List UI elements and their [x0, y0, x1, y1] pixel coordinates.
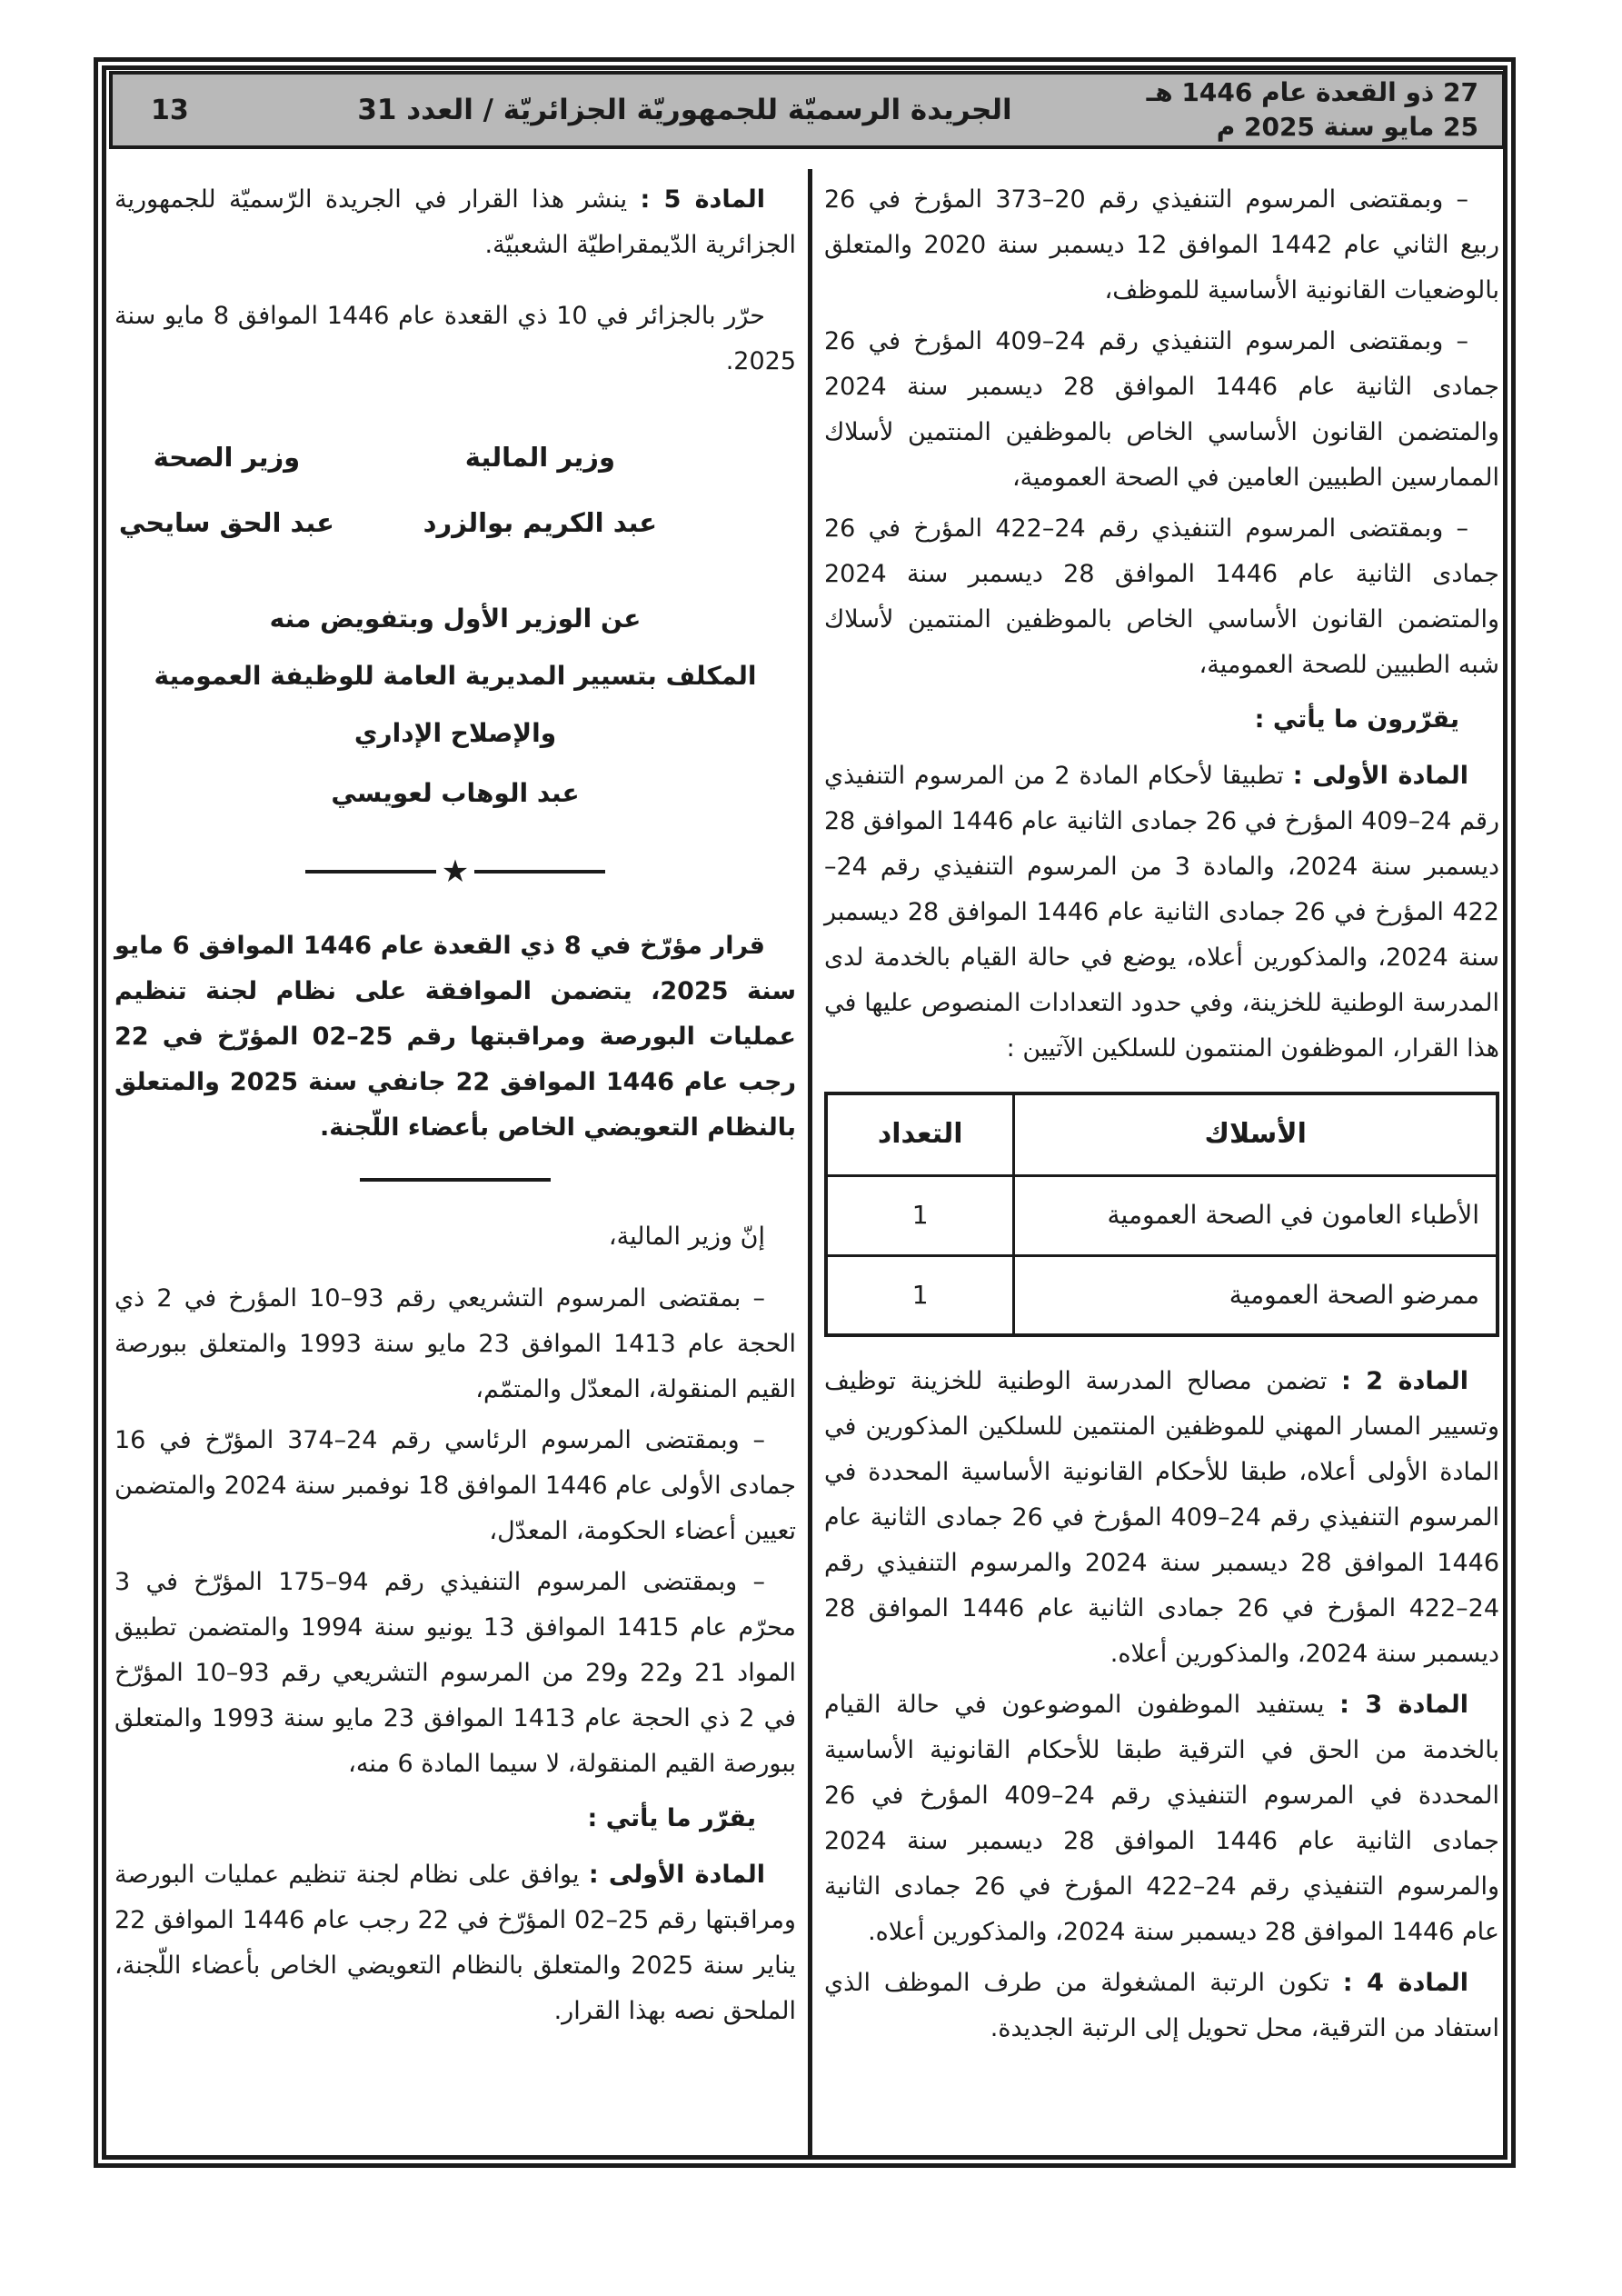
signatures-row	[114, 434, 796, 545]
signature-title: وزير الصحة	[153, 442, 301, 473]
visa-clause: – بمقتضى المرسوم التشريعي رقم 93–10 المؤرخ في 2 ذي الحجة عام 1413 الموافق 23 مايو سنة 1993 والمتعلق ببورصة القيم المنقولة، المعدّل والمتمّم،	[114, 1284, 796, 1403]
corps-table	[824, 1092, 1499, 1337]
delegation-line: عن الوزير الأول وبتفويض منه	[269, 604, 642, 634]
column-divider	[808, 169, 812, 2158]
article-4-label: المادة 4 :	[1342, 1969, 1468, 1997]
article-5-label: المادة 5 :	[640, 185, 765, 214]
article-4-text: تكون الرتبة المشغولة من طرف الموظف الذي استفاد من الترقية، محل تحويل إلى الرتبة الجديدة.	[824, 1969, 1499, 2042]
article-2	[824, 1359, 1499, 1677]
table-header-row	[826, 1093, 1498, 1175]
table-header-count: التعداد	[826, 1093, 1014, 1175]
delegation-line: والإصلاح الإداري	[353, 718, 557, 748]
table-header-corps: الأسلاك	[1014, 1093, 1498, 1175]
article-3	[824, 1682, 1499, 1955]
delegation-signature-name: عبد الوهاب لعويسي	[331, 778, 580, 808]
article-5-text: ينشر هذا القرار في الجريدة الرّسميّة للجمهورية الجزائرية الدّيمقراطيّة الشعبيّة.	[114, 185, 796, 259]
signature-finance-minister	[421, 434, 660, 545]
table-row	[826, 1175, 1498, 1255]
article-2-label: المادة 2 :	[1341, 1367, 1468, 1395]
article-1-decree2	[114, 1852, 796, 2034]
signature-name: عبد الكريم بوالزرد	[423, 507, 658, 538]
signature-name: عبد الحق سايحي	[118, 507, 334, 538]
star-divider	[305, 854, 605, 890]
decree-title: قرار مؤرّخ في 8 ذي القعدة عام 1446 الموافق 6 مايو سنة 2025، يتضمن الموافقة على نظام لجنة تنظيم عمليات البورصة ومراقبتها رقم 25–02 المؤرّخ في 22 رجب عام 1446 الموافق 22 جانفي سنة 2025 والمتعلق بالنظام التعويضي الخاص بأعضاء اللّجنة.	[114, 932, 797, 1142]
article-1	[824, 754, 1499, 1072]
visa-clause: – وبمقتضى المرسوم التنفيذي رقم 94–175 المؤرّخ في 3 محرّم عام 1415 الموافق 13 يونيو سنة 1994 والمتضمن تطبيق المواد 21 و22 و29 من المرسوم التشريعي رقم 93–10 المؤرّخ في 2 ذي الحجة عام 1413 الموافق 23 مايو سنة 1993 والمتعلق ببورصة القيم المنقولة، لا سيما المادة 6 منه،	[114, 1568, 797, 1778]
star-icon: ★	[441, 854, 470, 890]
header-dates	[1102, 75, 1502, 145]
signature-health-minister	[114, 434, 339, 545]
article-3-label: المادة 3 :	[1339, 1691, 1468, 1719]
article-1-label: المادة الأولى :	[1292, 762, 1468, 790]
page-number: 13	[151, 94, 189, 126]
article-1-text: تطبيقا لأحكام المادة 2 من المرسوم التنفيذي رقم 24–409 المؤرخ في 26 جمادى الثانية عام 1446 الموافق 28 ديسمبر سنة 2024، والمادة 3 من المرسوم التنفيذي رقم 24–422 المؤرخ في 26 جمادى الثانية عام 1446 الموافق 28 ديسمبر سنة 2024، والمذكورين أعلاه، يوضع في حالة القيام بالخدمة لدى المدرسة الوطنية للخزينة، وفي حدود التعدادات المنصوص عليها في هذا القرار، الموظفون المنتمون للسلكين الآتيين :	[824, 762, 1499, 1063]
article-1-decree2-label: المادة الأولى :	[588, 1861, 765, 1889]
delegation-line: المكلف بتسيير المديرية العامة للوظيفة العمومية	[154, 661, 757, 691]
decide-heading: يقرّر ما يأتي :	[587, 1804, 756, 1832]
visa-clause: – وبمقتضى المرسوم التنفيذي رقم 24–409 المؤرخ في 26 جمادى الثانية عام 1446 الموافق 28 ديسمبر سنة 2024 والمتضمن القانون الأساسي الخاص بالموظفين المنتمين لأسلاك الممارسين الطبيين العامين في الصحة العمومية،	[824, 327, 1499, 492]
delegation-block	[114, 596, 796, 816]
table-cell-corps: الأطباء العامون في الصحة العمومية	[1014, 1175, 1498, 1255]
gazette-header	[109, 71, 1506, 149]
visa-clause: – وبمقتضى المرسوم الرئاسي رقم 24–374 المؤرّخ في 16 جمادى الأولى عام 1446 الموافق 18 نوفمبر سنة 2024 والمتضمن تعيين أعضاء الحكومة، المعدّل،	[114, 1426, 796, 1545]
visa-clause: – وبمقتضى المرسوم التنفيذي رقم 24–422 المؤرخ في 26 جمادى الثانية عام 1446 الموافق 28 ديسمبر سنة 2024 والمتضمن القانون الأساسي الخاص بالموظفين المنتمين لأسلاك شبه الطبيين للصحة العمومية،	[824, 514, 1499, 679]
article-1-decree2-text: يوافق على نظام لجنة تنظيم عمليات البورصة ومراقبتها رقم 25–02 المؤرّخ في 22 رجب عام 1446 الموافق 22 يناير سنة 2025 والمتعلق بالنظام التعويضي الخاص بأعضاء اللّجنة، الملحق نصه بهذا القرار.	[114, 1861, 796, 2025]
table-cell-corps: ممرضو الصحة العمومية	[1014, 1255, 1498, 1335]
article-4	[824, 1961, 1499, 2051]
section-divider	[360, 1178, 551, 1182]
signature-title: وزير المالية	[464, 442, 615, 473]
decide-heading: يقرّرون ما يأتي :	[1254, 705, 1459, 734]
table-cell-count: 1	[826, 1255, 1014, 1335]
table-cell-count: 1	[826, 1175, 1014, 1255]
table-row	[826, 1255, 1498, 1335]
gregorian-date: 25 مايو سنة 2025 م	[1216, 112, 1478, 142]
hijri-date: 27 ذو القعدة عام 1446 هـ	[1146, 77, 1478, 107]
article-2-text: تضمن مصالح المدرسة الوطنية للخزينة توظيف وتسيير المسار المهني للموظفين المنتمين للسلكين المذكورين في المادة الأولى أعلاه، طبقا للأحكام القانونية الأساسية المحددة في المرسوم التنفيذي رقم 24–409 المؤرخ في 26 جمادى الثانية عام 1446 الموافق 28 ديسمبر سنة 2024 والمرسوم التنفيذي رقم 24–422 المؤرخ في 26 جمادى الثانية عام 1446 الموافق 28 ديسمبر سنة 2024، والمذكورين أعلاه.	[824, 1367, 1499, 1668]
signed-at-line: حرّر بالجزائر في 10 ذي القعدة عام 1446 الموافق 8 مايو سنة 2025.	[114, 302, 796, 375]
article-5	[114, 177, 796, 268]
visa-clause: – وبمقتضى المرسوم التنفيذي رقم 20–373 المؤرخ في 26 ربيع الثاني عام 1442 الموافق 12 ديسمبر سنة 2020 والمتعلق بالوضعيات القانونية الأساسية للموظف،	[824, 185, 1499, 304]
minister-intro: إنّ وزير المالية،	[608, 1223, 765, 1251]
right-column	[824, 177, 1499, 2057]
journal-title: الجريدة الرسميّة للجمهوريّة الجزائريّة / العدد 31	[357, 94, 1012, 126]
left-column	[114, 177, 796, 2040]
article-3-text: يستفيد الموظفون الموضوعون في حالة القيام بالخدمة من الحق في الترقية طبقا للأحكام القانونية الأساسية المحددة في المرسوم التنفيذي رقم 24–409 المؤرخ في 26 جمادى الثانية عام 1446 الموافق 28 ديسمبر سنة 2024 والمرسوم التنفيذي رقم 24–422 المؤرخ في 26 جمادى الثانية عام 1446 الموافق 28 ديسمبر سنة 2024، والمذكورين أعلاه.	[824, 1691, 1499, 1946]
